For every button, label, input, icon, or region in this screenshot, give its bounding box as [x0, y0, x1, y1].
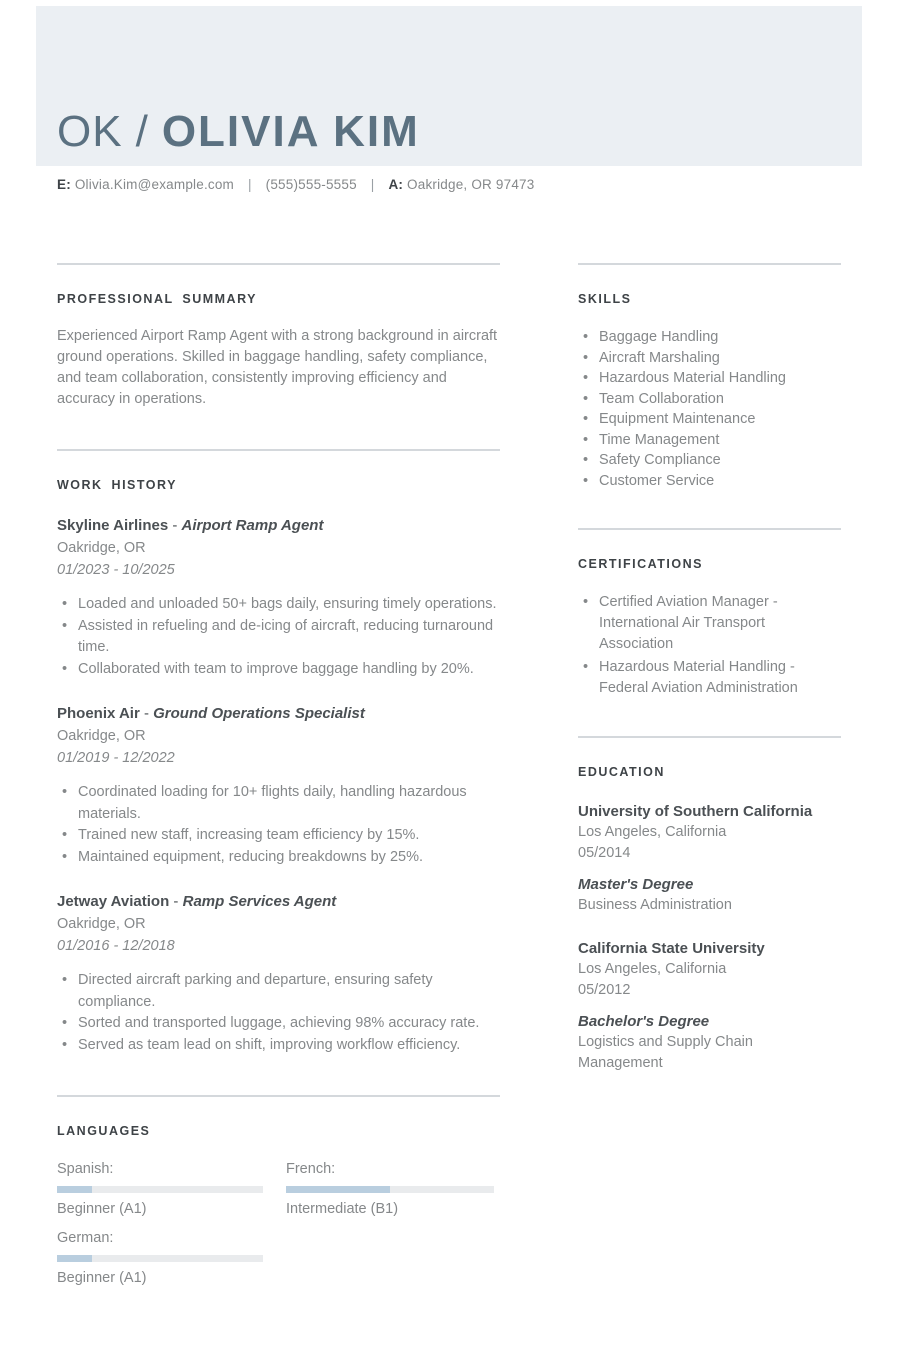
address-value: Oakridge, OR 97473: [407, 177, 535, 192]
work-history-heading: WORK HISTORY: [57, 478, 177, 492]
job-bullet: • Maintained equipment, reducing breakdowns by 25%.: [57, 847, 500, 869]
job-dates: 01/2019 - 12/2022: [57, 750, 175, 766]
language-level: Beginner (A1): [57, 1270, 147, 1286]
job-entry: [57, 703, 500, 868]
skill-item: • Equipment Maintenance: [578, 409, 841, 430]
job-title-line: [57, 515, 500, 537]
job-title-line: [57, 891, 500, 913]
job-title-separator: -: [168, 517, 182, 534]
skill-item: • Baggage Handling: [578, 327, 841, 348]
graduation-date: 05/2014: [578, 845, 631, 861]
name-heading: [57, 107, 420, 156]
graduation-date: 05/2012: [578, 982, 631, 998]
degree-field: Logistics and Supply Chain Management: [578, 1034, 753, 1071]
section-divider: [578, 528, 841, 530]
contact-line: [57, 177, 534, 192]
phone-value: (555)555-5555: [265, 177, 357, 192]
language-bar-track: [286, 1186, 494, 1193]
job-title-line: [57, 703, 500, 725]
skill-item: • Safety Compliance: [578, 450, 841, 471]
job-bullet: • Coordinated loading for 10+ flights daily, handling hazardous materials.: [57, 782, 500, 825]
language-level: Intermediate (B1): [286, 1201, 399, 1217]
language-bar-track: [57, 1186, 263, 1193]
language-name: German:: [57, 1230, 114, 1246]
certification-issuer: Federal Aviation Administration: [599, 680, 798, 696]
language-bar-fill: [57, 1255, 92, 1262]
education-entry: [578, 801, 841, 916]
job-bullets: [57, 970, 500, 1056]
job-bullets: [57, 782, 500, 868]
full-name: OLIVIA KIM: [161, 107, 420, 156]
section-divider: [578, 263, 841, 265]
email-value: Olivia.Kim@example.com: [74, 177, 235, 192]
left-column: [57, 263, 500, 1288]
skill-item: • Hazardous Material Handling: [578, 368, 841, 389]
certification-name: Hazardous Material Handling -: [599, 659, 795, 675]
job-bullet: • Loaded and unloaded 50+ bags daily, ensuring timely operations.: [57, 594, 500, 616]
language-bar-track: [57, 1255, 263, 1262]
certifications-list: [578, 592, 841, 699]
job-entry: [57, 891, 500, 1056]
school-location: Los Angeles, California: [578, 961, 727, 977]
job-bullets: [57, 594, 500, 680]
email-label: E:: [57, 177, 71, 192]
job-role: Ground Operations Specialist: [153, 705, 365, 722]
job-entry: [57, 515, 500, 680]
section-divider: [57, 1095, 500, 1097]
degree-name: Master's Degree: [578, 876, 694, 893]
header-band: [36, 6, 862, 166]
contact-separator: |: [247, 177, 252, 192]
job-location: Oakridge, OR: [57, 728, 146, 744]
job-bullet: • Directed aircraft parking and departure, ensuring safety compliance.: [57, 970, 500, 1013]
job-dates: 01/2023 - 10/2025: [57, 562, 175, 578]
languages-heading: LANGUAGES: [57, 1124, 151, 1138]
school-name: California State University: [578, 940, 765, 957]
right-column: [578, 263, 841, 1074]
certification-issuer: International Air Transport Association: [599, 615, 766, 652]
job-list: [57, 515, 500, 1056]
job-company: Jetway Aviation: [57, 893, 170, 910]
education-heading: EDUCATION: [578, 765, 665, 779]
certification-item: [578, 592, 841, 655]
language-bar-fill: [57, 1186, 92, 1193]
language-item: [57, 1228, 263, 1288]
language-item: [57, 1159, 263, 1219]
certification-name: Certified Aviation Manager -: [599, 594, 778, 610]
section-divider: [57, 263, 500, 265]
language-name: French:: [286, 1161, 336, 1177]
name-separator: /: [135, 107, 149, 156]
monogram: OK: [57, 107, 123, 156]
education-list: [578, 801, 841, 1074]
language-level: Beginner (A1): [57, 1201, 147, 1217]
school-name: University of Southern California: [578, 803, 813, 820]
section-divider: [578, 736, 841, 738]
language-bar-fill: [286, 1186, 390, 1193]
section-divider: [57, 449, 500, 451]
job-location: Oakridge, OR: [57, 916, 146, 932]
degree-field: Business Administration: [578, 897, 732, 913]
job-title-separator: -: [139, 705, 154, 722]
skill-item: • Time Management: [578, 430, 841, 451]
certifications-heading: CERTIFICATIONS: [578, 557, 703, 571]
skill-item: • Customer Service: [578, 471, 841, 492]
job-dates: 01/2016 - 12/2018: [57, 938, 175, 954]
contact-separator: |: [370, 177, 375, 192]
job-bullet: • Assisted in refueling and de-icing of aircraft, reducing turnaround time.: [57, 616, 500, 659]
job-bullet: • Trained new staff, increasing team efficiency by 15%.: [57, 825, 500, 847]
language-list: [57, 1159, 500, 1288]
job-location: Oakridge, OR: [57, 540, 146, 556]
education-entry: [578, 938, 841, 1074]
skills-list: [578, 327, 841, 491]
degree-name: Bachelor's Degree: [578, 1013, 710, 1030]
summary-heading: PROFESSIONAL SUMMARY: [57, 292, 257, 306]
address-label: A:: [388, 177, 404, 192]
skill-item: • Team Collaboration: [578, 389, 841, 410]
job-role: Ramp Services Agent: [182, 893, 337, 910]
skill-item: • Aircraft Marshaling: [578, 348, 841, 369]
school-location: Los Angeles, California: [578, 824, 727, 840]
job-role: Airport Ramp Agent: [181, 517, 324, 534]
summary-text: Experienced Airport Ramp Agent with a strong background in aircraft ground operations. Skilled in baggage handling, safety compliance, and team collaboration, consistently improving efficiency and accuracy in operations.: [57, 328, 498, 407]
language-name: Spanish:: [57, 1161, 114, 1177]
job-bullet: • Collaborated with team to improve baggage handling by 20%.: [57, 659, 500, 681]
job-bullet: • Served as team lead on shift, improving workflow efficiency.: [57, 1035, 500, 1057]
job-company: Skyline Airlines: [57, 517, 169, 534]
job-bullet: • Sorted and transported luggage, achieving 98% accuracy rate.: [57, 1013, 500, 1035]
job-title-separator: -: [169, 893, 183, 910]
certification-item: [578, 657, 841, 699]
language-item: [286, 1159, 494, 1219]
job-company: Phoenix Air: [57, 705, 140, 722]
skills-heading: SKILLS: [578, 292, 632, 306]
